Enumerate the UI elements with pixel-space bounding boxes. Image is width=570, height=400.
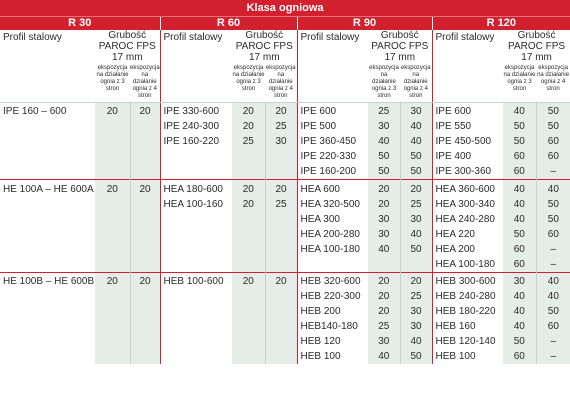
profile-cell-r120: HEB 240-280 (432, 289, 503, 304)
value-4-sides-r90: 30 (400, 212, 432, 227)
table-row (0, 197, 570, 212)
profile-cell-r60: HEB 100-600 (160, 274, 232, 289)
profile-cell-r60 (160, 242, 232, 257)
profile-cell-r60: IPE 240-300 (160, 119, 232, 134)
value-4-sides-r60: 20 (265, 182, 297, 197)
value-4-sides-r60 (265, 212, 297, 227)
value-3-sides-r60 (232, 334, 265, 349)
profile-cell-r60 (160, 334, 232, 349)
profile-cell-r90: HEB 120 (297, 334, 368, 349)
profile-cell-r120: HEB 180-220 (432, 304, 503, 319)
value-4-sides-r120: 50 (536, 197, 570, 212)
value-3-sides-r90: 20 (368, 197, 400, 212)
value-3-sides-r60: 25 (232, 134, 265, 149)
value-3-sides-r90: 50 (368, 164, 400, 180)
value-4-sides-r30 (130, 134, 160, 149)
profile-cell-r120: IPE 550 (432, 119, 503, 134)
value-3-sides-r90: 50 (368, 149, 400, 164)
value-3-sides-r30 (95, 164, 130, 180)
value-4-sides-r120: 60 (536, 227, 570, 242)
value-4-sides-r90: 30 (400, 319, 432, 334)
value-4-sides-r120: 50 (536, 104, 570, 119)
sub-header-4-sides-r30: ekspozycja na działanie ognia z 4 stron (130, 63, 160, 102)
profile-header-r60: Profil stalowy (160, 30, 232, 63)
value-4-sides-r120: 40 (536, 289, 570, 304)
thickness-header-r120: Grubość PAROC FPS 17 mm (508, 30, 566, 63)
value-4-sides-r60: 20 (265, 274, 297, 289)
value-3-sides-r60 (232, 257, 265, 273)
profile-cell-r30 (0, 349, 95, 364)
value-3-sides-r60: 20 (232, 197, 265, 212)
sub-header-3-sides-r120: ekspozycja na działanie ognia z 3 stron (503, 63, 536, 102)
profile-cell-r60: HEA 100-160 (160, 197, 232, 212)
profile-cell-r60: HEA 180-600 (160, 182, 232, 197)
profile-cell-r120: HEA 200 (432, 242, 503, 257)
value-3-sides-r30: 20 (95, 104, 130, 119)
value-3-sides-r30 (95, 212, 130, 227)
profile-cell-r60 (160, 149, 232, 164)
profile-cell-r30: HE 100B – HE 600B (3, 276, 95, 287)
value-3-sides-r60 (232, 227, 265, 242)
profile-cell-r90: HEA 600 (297, 182, 368, 197)
value-4-sides-r90: 20 (400, 182, 432, 197)
profile-cell-r60 (160, 257, 232, 273)
value-4-sides-r120: – (536, 349, 570, 364)
value-3-sides-r90: 30 (368, 212, 400, 227)
value-4-sides-r30 (130, 227, 160, 242)
value-3-sides-r90: 40 (368, 349, 400, 364)
profile-cell-r120: HEA 300-340 (432, 197, 503, 212)
value-3-sides-r120: 50 (503, 334, 536, 349)
header-spacer (432, 63, 503, 102)
value-3-sides-r120: 40 (503, 304, 536, 319)
profile-cell-r90: HEA 320-500 (297, 197, 368, 212)
sub-header-3-sides-r90: ekspozycja na działanie ognia z 3 stron (368, 63, 400, 102)
value-4-sides-r30 (130, 197, 160, 212)
value-3-sides-r90: 25 (368, 319, 400, 334)
value-4-sides-r90 (400, 257, 432, 273)
value-4-sides-r90: 50 (400, 349, 432, 364)
header-spacer (297, 63, 368, 102)
value-4-sides-r60 (265, 257, 297, 273)
value-4-sides-r120: – (536, 257, 570, 273)
thickness-header-r60: Grubość PAROC FPS 17 mm (235, 30, 293, 63)
value-3-sides-r30 (95, 149, 130, 164)
profile-cell-r90: IPE 500 (297, 119, 368, 134)
class-r30: R 30 (0, 16, 160, 30)
value-3-sides-r120: 40 (503, 289, 536, 304)
value-4-sides-r60 (265, 349, 297, 364)
profile-cell-r90: HEB 100 (297, 349, 368, 364)
value-4-sides-r60: 30 (265, 134, 297, 149)
value-3-sides-r30 (95, 119, 130, 134)
value-4-sides-r30 (130, 334, 160, 349)
value-3-sides-r60: 20 (232, 104, 265, 119)
table-row (0, 242, 570, 257)
value-3-sides-r120: 40 (503, 212, 536, 227)
value-4-sides-r120: 50 (536, 304, 570, 319)
value-4-sides-r90: 50 (400, 149, 432, 164)
value-3-sides-r90: 40 (368, 242, 400, 257)
profile-cell-r30 (0, 257, 95, 273)
value-4-sides-r120: 50 (536, 212, 570, 227)
profile-cell-r120: HEB 120-140 (432, 334, 503, 349)
value-3-sides-r120: 50 (503, 134, 536, 149)
value-3-sides-r120: 60 (503, 149, 536, 164)
value-4-sides-r120: – (536, 242, 570, 257)
value-4-sides-r120: 60 (536, 319, 570, 334)
value-4-sides-r60 (265, 304, 297, 319)
table-title: Klasa ogniowa (0, 0, 570, 16)
class-r90: R 90 (297, 16, 432, 30)
table-row (0, 182, 570, 197)
table-row (0, 104, 570, 119)
value-4-sides-r60 (265, 227, 297, 242)
value-3-sides-r120: 60 (503, 257, 536, 273)
value-3-sides-r90: 20 (368, 289, 400, 304)
table-row (0, 334, 570, 349)
table-row (0, 149, 570, 164)
table-row (0, 164, 570, 180)
sub-header-3-sides-r60: ekspozycja na działanie ognia z 3 stron (232, 63, 265, 102)
sub-header-3-sides-r30: ekspozycja na działanie ognia z 3 stron (95, 63, 130, 102)
value-3-sides-r60 (232, 212, 265, 227)
value-4-sides-r30 (130, 304, 160, 319)
header-spacer (160, 63, 232, 102)
profile-header-r30: Profil stalowy (3, 32, 62, 43)
value-4-sides-r60 (265, 289, 297, 304)
value-4-sides-r120: 60 (536, 149, 570, 164)
profile-cell-r120: HEB 160 (432, 319, 503, 334)
profile-cell-r30 (0, 304, 95, 319)
value-4-sides-r90: 25 (400, 197, 432, 212)
value-3-sides-r30 (95, 134, 130, 149)
value-4-sides-r60: 25 (265, 119, 297, 134)
value-4-sides-r30 (130, 257, 160, 273)
value-4-sides-r90: 50 (400, 242, 432, 257)
profile-cell-r90: HEA 300 (297, 212, 368, 227)
profile-cell-r30 (0, 164, 95, 180)
table-body (0, 102, 570, 364)
value-3-sides-r30 (95, 304, 130, 319)
value-3-sides-r90: 20 (368, 274, 400, 289)
value-3-sides-r120: 40 (503, 182, 536, 197)
profile-cell-r30 (0, 134, 95, 149)
value-4-sides-r60 (265, 164, 297, 180)
value-3-sides-r90: 30 (368, 227, 400, 242)
value-3-sides-r60 (232, 164, 265, 180)
sub-header-4-sides-r60: ekspozycja na działanie ognia z 4 stron (265, 63, 297, 102)
profile-cell-r90: HEB 220-300 (297, 289, 368, 304)
profile-cell-r60: IPE 160-220 (160, 134, 232, 149)
value-3-sides-r30: 20 (95, 274, 130, 289)
value-3-sides-r30 (95, 349, 130, 364)
value-4-sides-r30 (130, 289, 160, 304)
value-4-sides-r60 (265, 242, 297, 257)
value-3-sides-r120: 40 (503, 197, 536, 212)
profile-cell-r120: IPE 600 (432, 104, 503, 119)
value-3-sides-r120: 60 (503, 242, 536, 257)
value-3-sides-r30 (95, 242, 130, 257)
profile-cell-r120: IPE 300-360 (432, 164, 503, 180)
value-4-sides-r30: 20 (130, 182, 160, 197)
value-4-sides-r90: 30 (400, 304, 432, 319)
profile-cell-r120: HEB 300-600 (432, 274, 503, 289)
value-3-sides-r60: 20 (232, 182, 265, 197)
table-row (0, 319, 570, 334)
value-4-sides-r30 (130, 242, 160, 257)
value-4-sides-r60 (265, 334, 297, 349)
value-4-sides-r120: 40 (536, 274, 570, 289)
sub-header-4-sides-r90: ekspozycja na działanie ognia z 4 stron (400, 63, 432, 102)
value-3-sides-r120: 60 (503, 349, 536, 364)
profile-cell-r120: HEA 220 (432, 227, 503, 242)
value-3-sides-r30 (95, 197, 130, 212)
profile-cell-r30 (0, 334, 95, 349)
profile-cell-r120: HEB 100 (432, 349, 503, 364)
profile-cell-r30 (0, 212, 95, 227)
value-4-sides-r30 (130, 119, 160, 134)
table-row (0, 274, 570, 289)
value-3-sides-r30 (95, 319, 130, 334)
value-4-sides-r30 (130, 319, 160, 334)
profile-cell-r120: IPE 450-500 (432, 134, 503, 149)
class-r60: R 60 (160, 16, 297, 30)
value-3-sides-r120: 60 (503, 164, 536, 180)
value-3-sides-r60 (232, 149, 265, 164)
value-4-sides-r120: 60 (536, 134, 570, 149)
value-4-sides-r30: 20 (130, 104, 160, 119)
value-4-sides-r120: 40 (536, 182, 570, 197)
value-3-sides-r120: 30 (503, 274, 536, 289)
profile-cell-r60 (160, 289, 232, 304)
profile-header-r90: Profil stalowy (297, 30, 368, 63)
value-3-sides-r90: 40 (368, 134, 400, 149)
value-3-sides-r30 (95, 289, 130, 304)
value-4-sides-r60: 25 (265, 197, 297, 212)
value-3-sides-r90: 20 (368, 182, 400, 197)
profile-cell-r90: HEA 200-280 (297, 227, 368, 242)
profile-cell-r120: HEA 360-600 (432, 182, 503, 197)
profile-cell-r90: HEB 200 (297, 304, 368, 319)
table-row (0, 212, 570, 227)
value-4-sides-r120: – (536, 164, 570, 180)
value-4-sides-r30 (130, 349, 160, 364)
value-4-sides-r90: 40 (400, 227, 432, 242)
value-3-sides-r60: 20 (232, 274, 265, 289)
profile-cell-r60 (160, 212, 232, 227)
value-3-sides-r60: 20 (232, 119, 265, 134)
value-3-sides-r90 (368, 257, 400, 273)
profile-cell-r60: IPE 330-600 (160, 104, 232, 119)
value-3-sides-r60 (232, 349, 265, 364)
value-3-sides-r120: 40 (503, 104, 536, 119)
value-3-sides-r120: 50 (503, 119, 536, 134)
value-4-sides-r120: 50 (536, 119, 570, 134)
profile-cell-r120: HEA 240-280 (432, 212, 503, 227)
value-4-sides-r90: 40 (400, 134, 432, 149)
profile-cell-r60 (160, 227, 232, 242)
table-row (0, 349, 570, 364)
profile-cell-r30 (0, 289, 95, 304)
value-3-sides-r30 (95, 334, 130, 349)
profile-cell-r90: IPE 220-330 (297, 149, 368, 164)
profile-cell-r90 (297, 257, 368, 273)
profile-cell-r60 (160, 304, 232, 319)
value-4-sides-r60 (265, 319, 297, 334)
table-row (0, 227, 570, 242)
profile-cell-r30 (0, 119, 95, 134)
value-3-sides-r90: 30 (368, 119, 400, 134)
header-spacer (0, 63, 95, 102)
value-4-sides-r120: – (536, 334, 570, 349)
value-4-sides-r30 (130, 149, 160, 164)
value-4-sides-r90: 40 (400, 334, 432, 349)
value-4-sides-r30 (130, 212, 160, 227)
sub-header-4-sides-r120: ekspozycja na działanie ognia z 4 stron (536, 63, 570, 102)
profile-cell-r90: HEB140-180 (297, 319, 368, 334)
value-3-sides-r60 (232, 289, 265, 304)
profile-cell-r30 (0, 319, 95, 334)
value-3-sides-r60 (232, 319, 265, 334)
profile-cell-r60 (160, 164, 232, 180)
class-r120: R 120 (432, 16, 570, 30)
value-3-sides-r60 (232, 304, 265, 319)
value-4-sides-r30: 20 (130, 274, 160, 289)
thickness-header-r90: Grubość PAROC FPS 17 mm (371, 30, 429, 63)
value-3-sides-r120: 40 (503, 319, 536, 334)
table-row (0, 134, 570, 149)
profile-cell-r30 (0, 149, 95, 164)
profile-cell-r60 (160, 319, 232, 334)
value-4-sides-r90: 50 (400, 164, 432, 180)
value-4-sides-r60 (265, 149, 297, 164)
profile-cell-r90: HEA 100-180 (297, 242, 368, 257)
profile-cell-r120: HEA 100-180 (432, 257, 503, 273)
value-3-sides-r90: 25 (368, 104, 400, 119)
profile-cell-r90: IPE 360-450 (297, 134, 368, 149)
value-4-sides-r90: 30 (400, 104, 432, 119)
profile-cell-r30 (0, 227, 95, 242)
profile-cell-r90: IPE 160-200 (297, 164, 368, 180)
profile-cell-r90: HEB 320-600 (297, 274, 368, 289)
value-4-sides-r90: 20 (400, 274, 432, 289)
table-row (0, 257, 570, 273)
value-3-sides-r90: 20 (368, 304, 400, 319)
profile-cell-r30 (0, 197, 95, 212)
value-4-sides-r30 (130, 164, 160, 180)
value-3-sides-r60 (232, 242, 265, 257)
table-row (0, 119, 570, 134)
profile-header-r120: Profil stalowy (432, 30, 503, 63)
value-4-sides-r90: 25 (400, 289, 432, 304)
value-4-sides-r60: 20 (265, 104, 297, 119)
profile-cell-r30 (0, 242, 95, 257)
value-3-sides-r120: 50 (503, 227, 536, 242)
value-3-sides-r30: 20 (95, 182, 130, 197)
thickness-header-r30: Grubość PAROC FPS 17 mm (98, 30, 156, 63)
profile-cell-r60 (160, 349, 232, 364)
value-3-sides-r30 (95, 227, 130, 242)
value-4-sides-r90: 40 (400, 119, 432, 134)
table-row (0, 304, 570, 319)
value-3-sides-r90: 30 (368, 334, 400, 349)
table-row (0, 289, 570, 304)
profile-cell-r120: IPE 400 (432, 149, 503, 164)
profile-cell-r30: HE 100A – HE 600A (3, 183, 94, 195)
value-3-sides-r30 (95, 257, 130, 273)
profile-cell-r30: IPE 160 – 600 (3, 106, 67, 117)
profile-cell-r90: IPE 600 (297, 104, 368, 119)
